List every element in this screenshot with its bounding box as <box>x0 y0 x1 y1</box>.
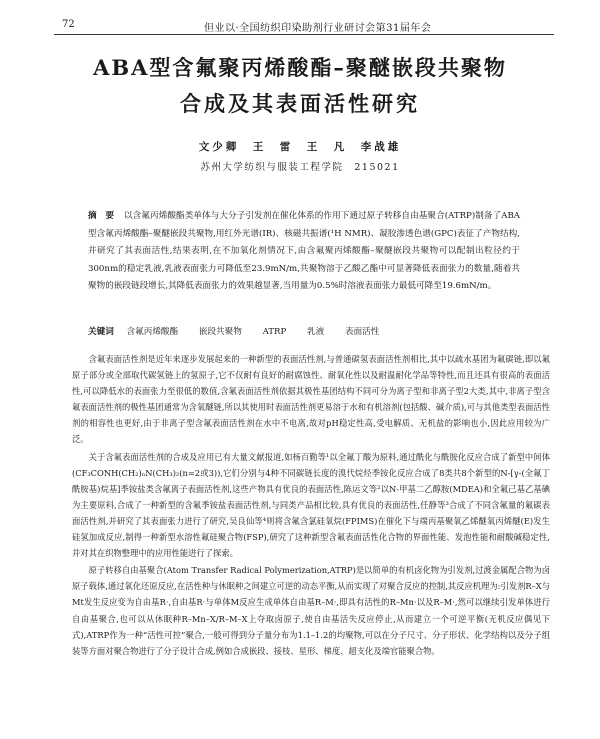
body-paragraph: 含氟表面活性剂是近年来逐步发展起来的一种新型的表面活性剂,与普通碳氢表面活性剂相比,其中以疏水基团为氟碳链,即以氟原子部分或全部取代碳氢链上的氢原子,它不仅耐有良好的耐腐蚀性、耐氧化性以及耐温耐化学品等特性,而且还具有很高的表面活性,可以降低水的表面张力至很低的数值,含氟表面活性剂依据其极性基团结构不同可分为离子型和非离子型2大类,其中,非离子型含氟表面活性剂的极性基团通常为含氧醚链,所以其使用时表面活性剂更易溶于水和有机溶剂(包括酸、碱介质),可与其他类型表面活性剂的相容性也更好,由于非离子型含氟表面活性剂在水中不电离,故对pH稳定性高,受电解质、无机盐的影响也小,因此应用较为广泛。 <box>72 354 550 445</box>
body-paragraph: 原子转移自由基聚合(Atom Transfer Radical Polymerization,ATRP)是以简单的有机卤化物为引发剂,过渡金属配合物为卤原子载体,通过氧化还原反应,在活性种与休眠种之间建立可逆的动态平衡,从而实现了对聚合反应的控制,其反应机理为:引发剂R–X与Mt发生反应变为自由基R·,自由基R·与单体M反应生成单体自由基R–M·,即具有活性的R–Mn·以及R–M·,然可以继续引发单体进行自由基聚合,也可以从休眠种R–Mn–X/R–M–X上夺取卤原子,使自由基活失反应停止,从而建立一个可逆平衡(无机反应偶见下式),ATRP作为一种“活性可控”聚合,一般可得到分子量分布为1.1–1.2的均聚物,可以在分子尺寸、分子形状、化学结构以及分子组装等方面对聚合物进行了分子设计合成,例如合成嵌段、接枝、星形、梯度、超支化及端官能聚合物。 <box>72 565 550 656</box>
page-number: 72 <box>62 19 75 30</box>
abstract <box>88 208 520 296</box>
keyword-item: 乳液 <box>307 327 325 337</box>
running-title: 但业以·全国纺织印染助剂行业研讨会第31届年会 <box>204 23 432 34</box>
author-list: 文少卿 王 雷 王 凡 李战雄 <box>198 141 402 153</box>
paper-title-line-1: ABA型含氟聚丙烯酸酯–聚醚嵌段共聚物 <box>93 55 507 80</box>
running-header <box>54 18 554 35</box>
body-paragraph: 关于含氟表面活性剂的合成及应用已有大量文献报道,如杨百勤等¹以全氟丁酸为原料,通过酰化与酰胺化反应合成了新型中间体(CF₃CONH(CH₂)ₙN(CH₃)₂(n=2或3)),它们分别与4种不同碳链长度的溴代烷烃季铵化反应合成了8类共8个新型的N-[γ-(全氟丁酰胺基)烷基]季铵盐类含氟离子表面活性剂,这些产物具有优良的表面活性,陈运文等²以N-甲基二乙醇胺(MDEA)和全氟己基乙基碘为主要原料,合成了一种新型的含氟季铵盐表面活性剂,与同类产品相比较,具有优良的表面活性,任静等³合成了不同含氟量的氟碳表面活性剂,并研究了其表面张力进行了研究,吴良仙等⁴则将含氟含氯硅氧烷(FPIMS)在催化下与端丙基聚氧乙烯醚氧丙烯醚(E)发生硅氢加成反应,制得一种新型水溶性氟硅聚合物(FSP),研究了这种新型含氟表面活性化合物的界面性能、发泡性能和耐酸碱稳定性,并对其在织物整理中的应用性能进行了探索。 <box>72 451 550 559</box>
keyword-item: 嵌段共聚物 <box>198 327 242 337</box>
abstract-text: 以含氟丙烯酸酯类单体与大分子引发剂在催化体系的作用下通过原子转移自由基聚合(ATRP)制备了ABA型含氟丙烯酸酯–聚醚嵌段共聚物,用红外光谱(IR)、核磁共振谱(¹H NMR)、凝胶渗透色谱(GPC)表征了产物结构,并研究了其表面活性,结果表明,在不加氧化剂情况下,由含氟聚丙烯酸酯–聚醚嵌段共聚物可以配制出粒径约于300nm的稳定乳液,乳液表面张力可降低至23.9mN/m,共聚物溶于乙酸乙酯中可显著降低表面张力的数量,随着共聚物的嵌段链段增长,其降低表面张力的效果越显著,当用量为0.5%时溶液表面张力最低可降至19.6mN/m。 <box>88 211 520 292</box>
keyword-item: 表面活性 <box>344 327 380 337</box>
abstract-label: 摘 要 <box>88 211 115 221</box>
keywords <box>88 324 520 340</box>
body-text <box>72 351 550 660</box>
keywords-label: 关键词 <box>88 327 114 337</box>
keyword-item: ATRP <box>262 327 287 337</box>
paper-title-line-2: 合成及其表面活性研究 <box>180 91 420 116</box>
author-affiliation: 苏州大学纺织与服装工程学院 215021 <box>200 162 400 173</box>
keyword-item: 含氟丙烯酸酯 <box>126 327 179 337</box>
